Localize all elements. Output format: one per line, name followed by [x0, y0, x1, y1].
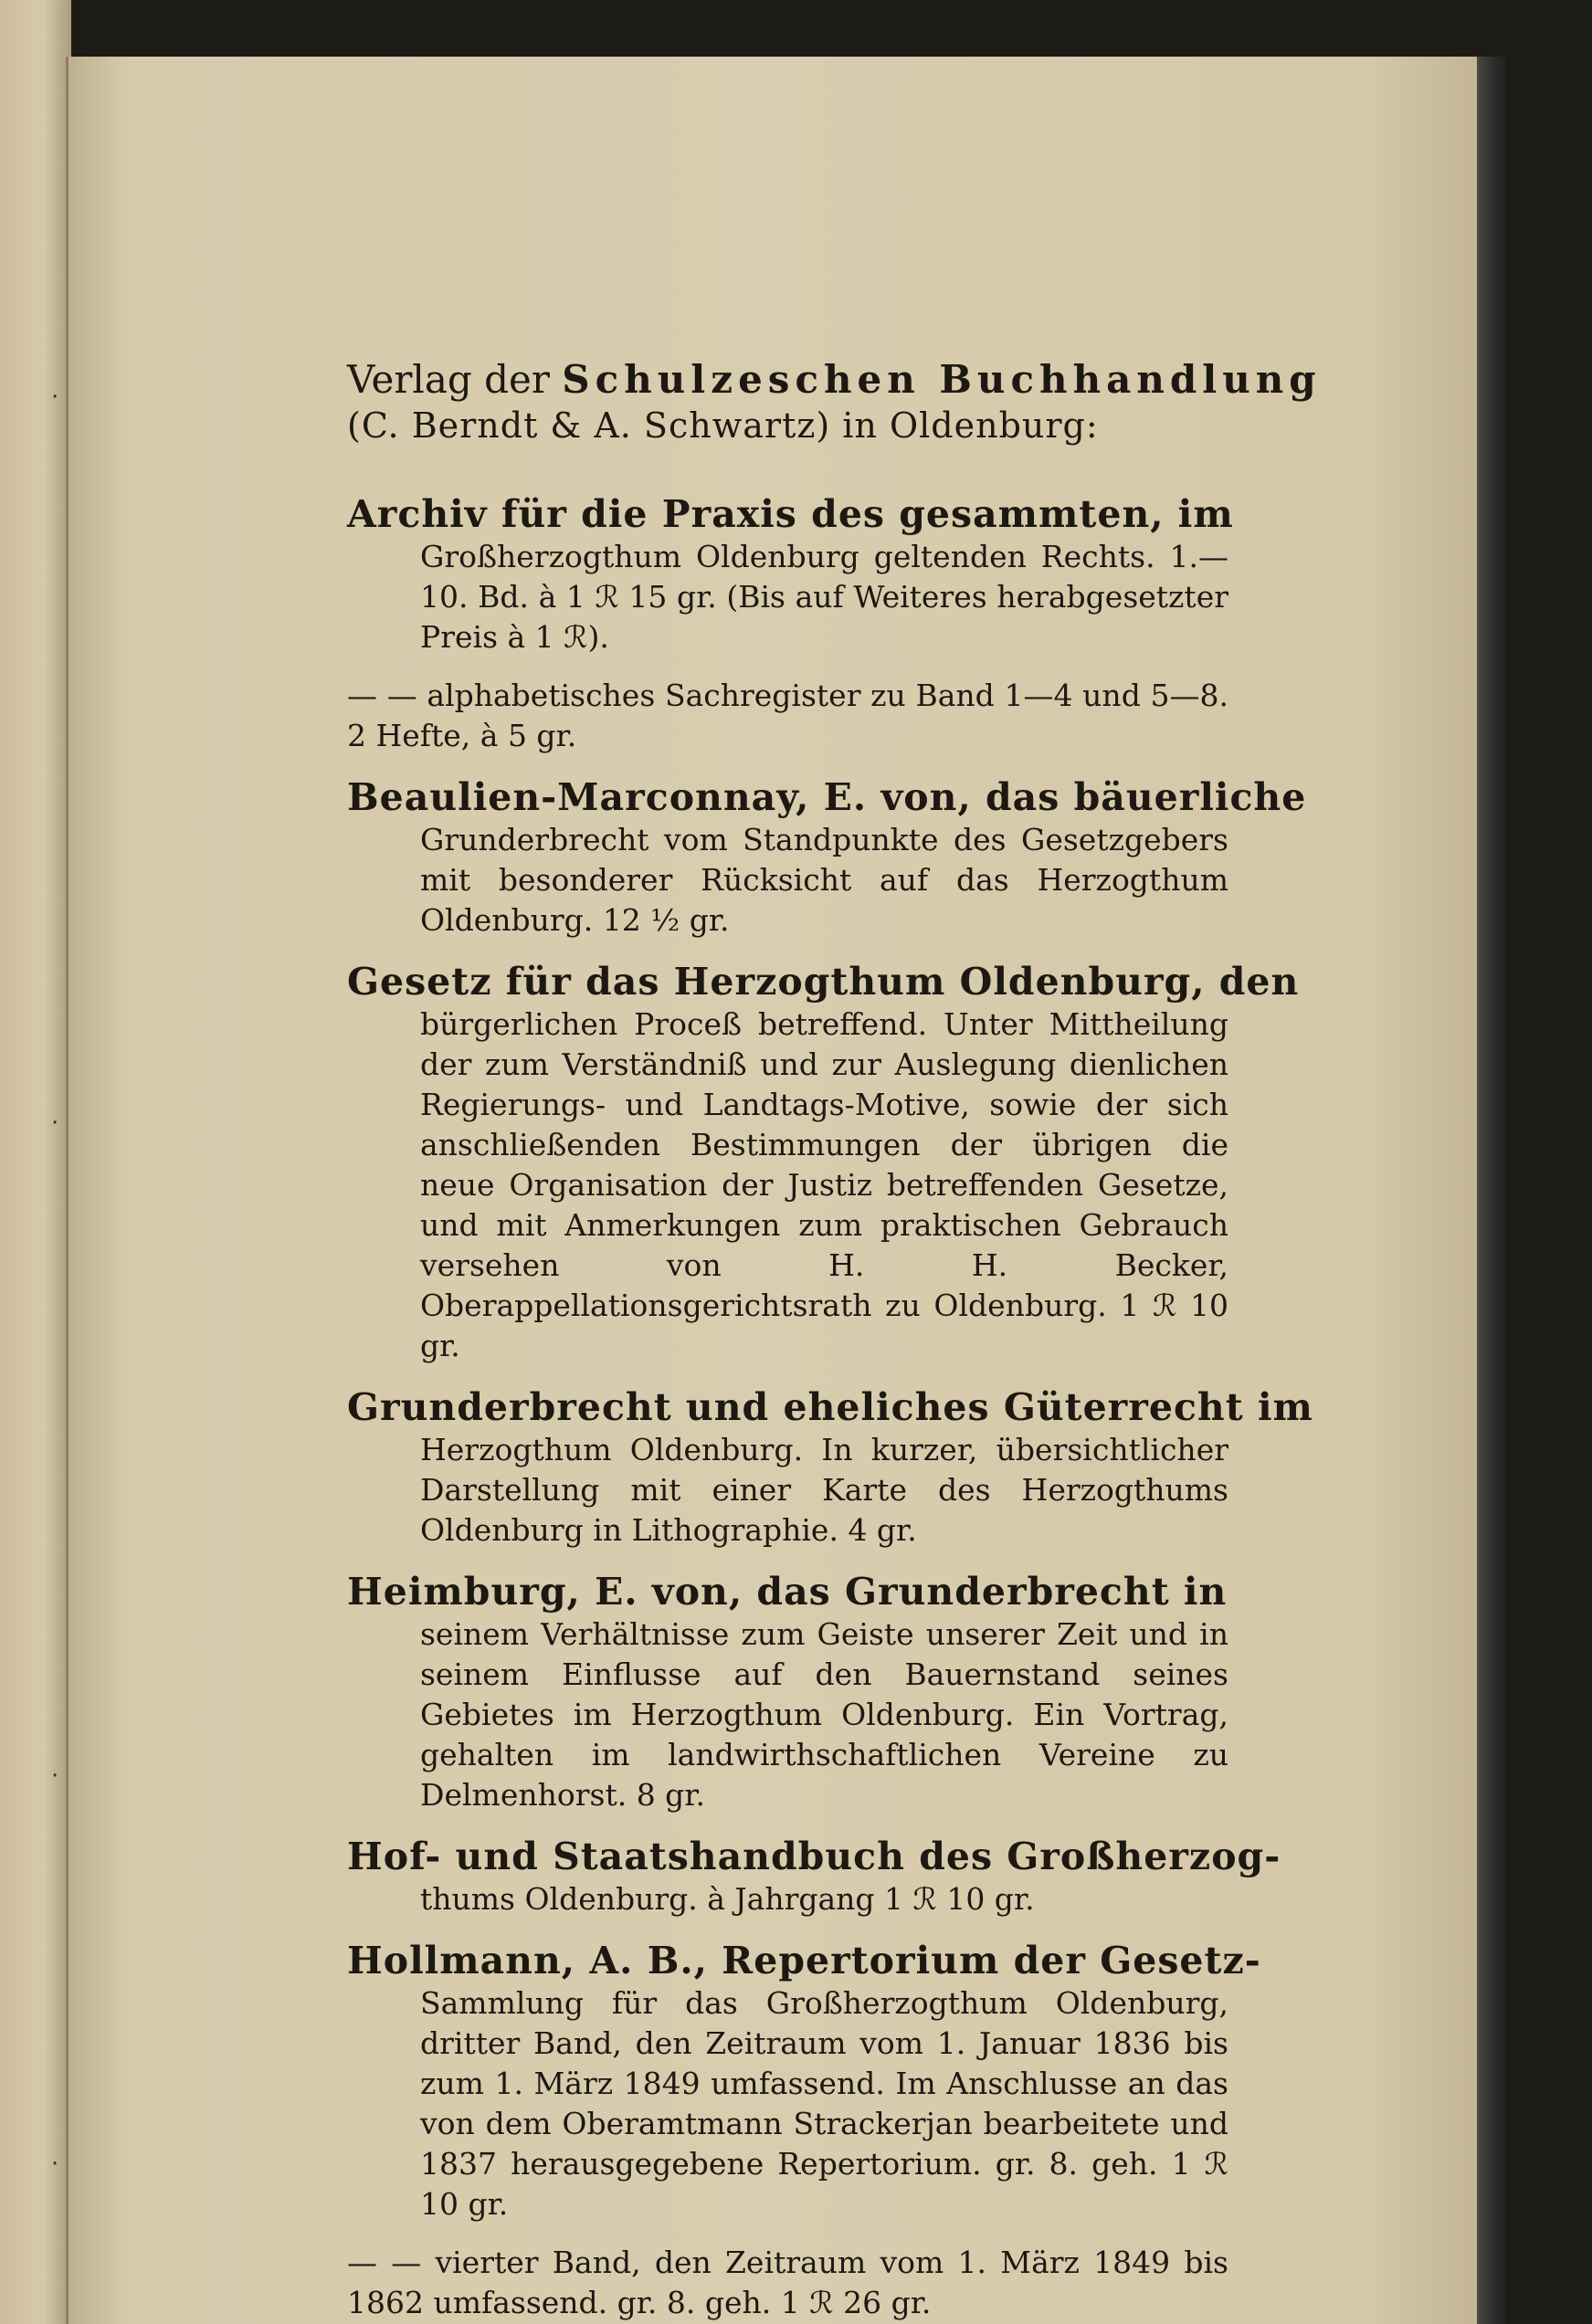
margin-mark: · [51, 1762, 59, 1790]
margin-mark: · [51, 1109, 59, 1137]
catalog-entry [347, 491, 1234, 657]
page-text [347, 356, 1322, 2324]
publisher-name: Schulzeschen Buchhandlung [562, 357, 1322, 402]
publisher-heading [347, 356, 1322, 447]
publisher-line-1 [347, 356, 1322, 404]
entry-title: Gesetz für das Herzogthum Oldenburg, den [347, 960, 1300, 1004]
entry-title: Grunderbrecht und eheliches Güterrecht im [347, 1385, 1313, 1429]
catalog-entry [347, 2243, 1228, 2323]
margin-mark: · [51, 384, 59, 411]
entry-description: Herzogthum Oldenburg. In kurzer, übersichtlicher Darstellung mit einer Karte des Herzogthums Oldenburg in Lithographie. 4 gr. [420, 1432, 1228, 1548]
entry-title: Archiv für die Praxis des gesammten, im [347, 492, 1234, 536]
entry-description: thums Oldenburg. à Jahrgang 1 ℛ 10 gr. [420, 1881, 1035, 1917]
entry-title: Heimburg, E. von, das Grunderbrecht in [347, 1570, 1228, 1614]
entry-title: Hof- und Staatshandbuch des Großherzog- [347, 1835, 1281, 1878]
catalog-entry [347, 676, 1228, 756]
entry-description: — — alphabetisches Sachregister zu Band 1—4 und 5—8. 2 Hefte, à 5 gr. [347, 678, 1228, 753]
entry-description: seinem Verhältnisse zum Geiste unserer Zeit und in seinem Einflusse auf den Bauernstand seines Gebietes im Herzogthum Oldenburg. Ein Vortrag, gehalten im landwirthschaftlichen Vereine zu Delmenhorst. 8 gr. [420, 1616, 1228, 1813]
entry-title: Hollmann, A. B., Repertorium der Gesetz- [347, 1939, 1261, 1982]
book-cover-edge [1477, 57, 1506, 2324]
catalog-entry [347, 1834, 1281, 1919]
entry-description: — — vierter Band, den Zeitraum vom 1. März 1849 bis 1862 umfassend. gr. 8. geh. 1 ℛ 26 gr. [347, 2245, 1228, 2320]
publisher-line-2: (C. Berndt & A. Schwartz) in Oldenburg: [347, 405, 1099, 446]
catalog-entry [347, 1569, 1228, 1815]
entry-description: Großherzogthum Oldenburg geltenden Rechts. 1.—10. Bd. à 1 ℛ 15 gr. (Bis auf Weiteres herabgesetzter Preis à 1 ℛ). [420, 539, 1228, 655]
catalog-entry [347, 959, 1300, 1366]
previous-page-edge [0, 0, 71, 2324]
margin-mark: · [51, 2150, 59, 2178]
catalog-entry [347, 1938, 1261, 2224]
catalog-entry [347, 1384, 1313, 1551]
catalog-entry [347, 774, 1307, 941]
publisher-prefix: Verlag der [347, 357, 550, 402]
entry-description: Grunderbrecht vom Standpunkte des Gesetzgebers mit besonderer Rücksicht auf das Herzogthum Oldenburg. 12 ½ gr. [420, 822, 1228, 938]
entry-description: Sammlung für das Großherzogthum Oldenburg, dritter Band, den Zeitraum vom 1. Januar 1836 bis zum 1. März 1849 umfassend. Im Anschlusse an das von dem Oberamtmann Strackerjan bearbeitete und 1837 herausgegebene Repertorium. gr. 8. geh. 1 ℛ 10 gr. [420, 1985, 1228, 2222]
entry-title: Beaulien-Marconnay, E. von, das bäuerliche [347, 775, 1307, 819]
entry-description: bürgerlichen Proceß betreffend. Unter Mittheilung der zum Verständniß und zur Auslegung dienlichen Regierungs- und Landtags-Motive, sowie der sich anschließenden Bestimmungen der übrigen die neue Organisation der Justiz betreffenden Gesetze, und mit Anmerkungen zum praktischen Gebrauch versehen von H. H. Becker, Oberappellationsgerichtsrath zu Oldenburg. 1 ℛ 10 gr. [420, 1006, 1228, 1363]
